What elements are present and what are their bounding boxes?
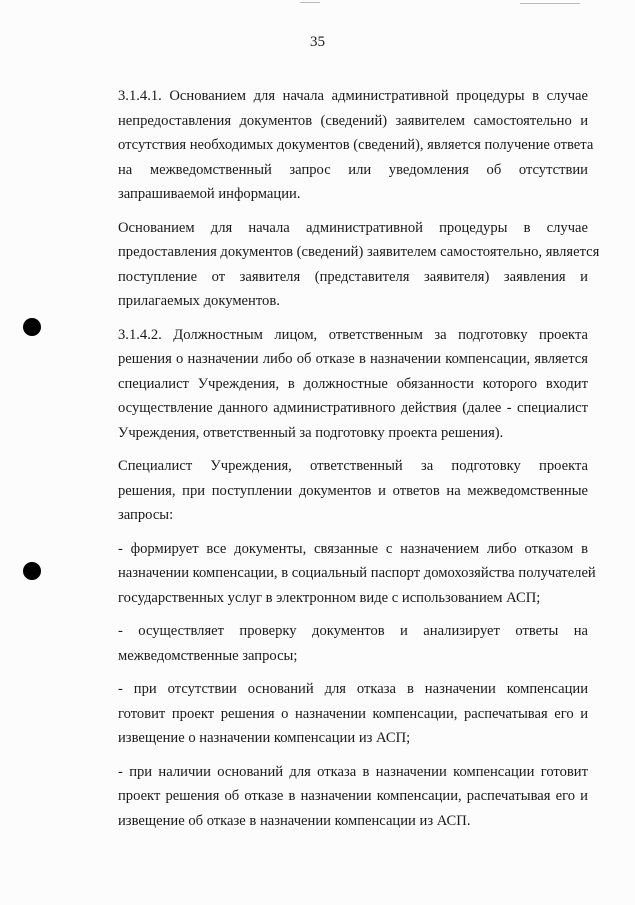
text-line: Основанием для начала административной процедуры в случае	[118, 219, 588, 236]
paragraph-specialist	[88, 454, 588, 528]
text-line: непредоставления документов (сведений) заявителем самостоятельно и	[118, 112, 588, 129]
text-line: извещение об отказе в назначении компенсации из АСП.	[118, 812, 471, 829]
list-item-no-grounds	[88, 677, 588, 751]
text-line: извещение о назначении компенсации из АСП;	[118, 730, 411, 746]
binder-hole-mark-bottom	[23, 562, 41, 580]
text-line: - при наличии оснований для отказа в назначении компенсации готовит	[118, 763, 588, 780]
paragraph-3-1-4-2	[88, 323, 588, 446]
text-line: прилагаемых документов.	[118, 293, 280, 309]
text-line: запрашиваемой информации.	[118, 186, 301, 202]
page-number: 35	[310, 34, 325, 50]
text-line: межведомственные запросы;	[118, 647, 298, 664]
paragraph-3-1-4-1	[88, 84, 594, 207]
text-line: 3.1.4.1. Основанием для начала административной процедуры в случае	[118, 88, 588, 104]
text-line: назначении компенсации, в социальный паспорт домохозяйства получателей	[118, 565, 596, 581]
text-line: осуществление данного административного действия (далее - специалист	[118, 400, 588, 416]
text-line: проект решения об отказе в назначении компенсации, распечатывая его и	[118, 788, 588, 804]
text-line: - формирует все документы, связанные с назначением либо отказом в	[118, 540, 588, 557]
text-line: Специалист Учреждения, ответственный за подготовку проекта	[118, 458, 588, 474]
text-line: поступление от заявителя (представителя заявителя) заявления и	[118, 268, 588, 285]
text-line: - осуществляет проверку документов и анализирует ответы на	[118, 623, 588, 639]
scan-speck	[300, 2, 320, 3]
list-item-checks-documents	[88, 619, 588, 668]
binder-hole-mark-top	[23, 318, 41, 336]
text-line: готовит проект решения о назначении компенсации, распечатывая его и	[118, 705, 588, 722]
text-line: отсутствия необходимых документов (сведений), является получение ответа	[118, 137, 594, 153]
body-text	[88, 84, 600, 833]
list-item-with-grounds	[88, 760, 588, 834]
text-line: Учреждения, ответственный за подготовку проекта решения).	[118, 424, 504, 441]
scan-speck	[520, 3, 580, 4]
text-line: - при отсутствии оснований для отказа в назначении компенсации	[118, 681, 588, 697]
text-line: запросы:	[118, 507, 174, 523]
text-line: 3.1.4.2. Должностным лицом, ответственным за подготовку проекта	[118, 326, 588, 343]
text-line: решения о назначении либо об отказе в назначении компенсации, является	[118, 351, 588, 367]
text-line: решения, при поступлении документов и ответов на межведомственные	[118, 482, 588, 499]
text-line: предоставления документов (сведений) заявителем самостоятельно, является	[118, 244, 600, 260]
list-item-forms-documents	[88, 537, 596, 611]
text-line: государственных услуг в электронном виде с использованием АСП;	[118, 589, 541, 606]
paragraph-basis	[88, 216, 600, 314]
text-line: специалист Учреждения, в должностные обязанности которого входит	[118, 375, 588, 392]
text-line: на межведомственный запрос или уведомления об отсутствии	[118, 161, 588, 178]
